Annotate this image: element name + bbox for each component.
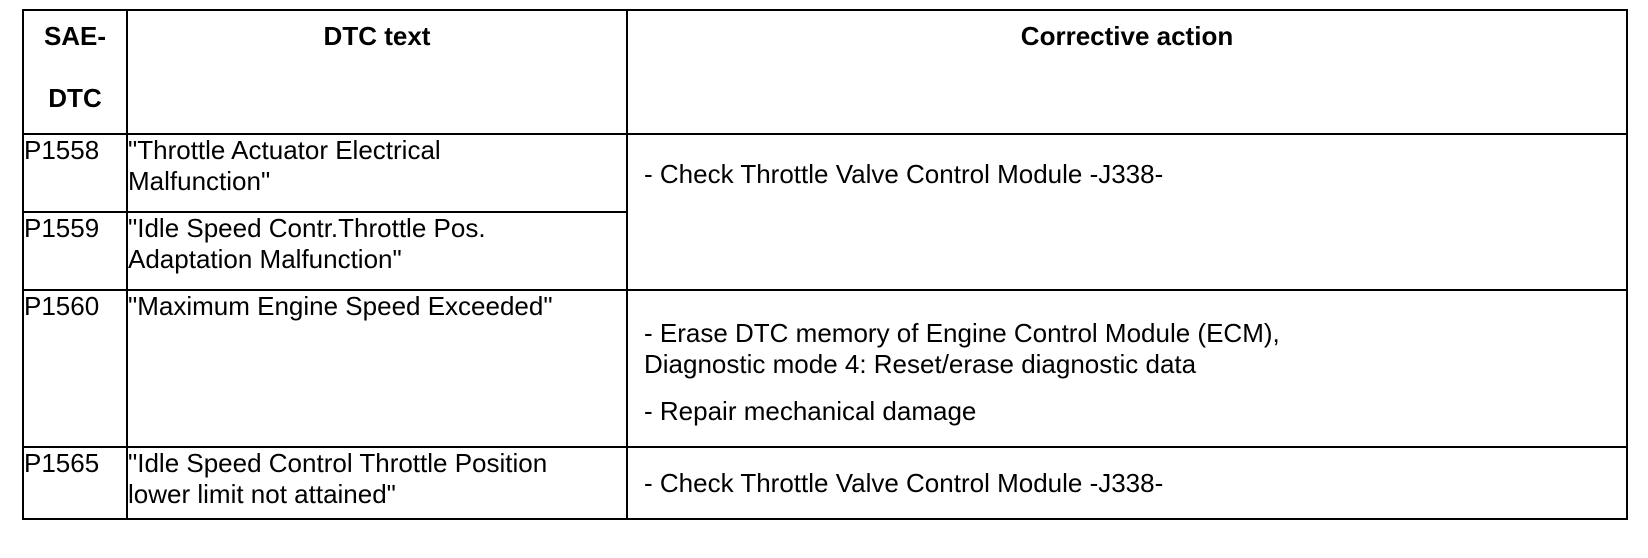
- header-sae-line2: DTC: [48, 83, 102, 113]
- dtc-text-line: "Idle Speed Control Throttle Position: [128, 448, 548, 478]
- corrective-action-cell: [627, 290, 1627, 447]
- header-corrective-action: Corrective action: [627, 10, 1627, 134]
- table-row: [23, 134, 1627, 212]
- dtc-table: [22, 9, 1628, 520]
- dtc-code: P1565: [23, 447, 127, 519]
- header-dtc-text: DTC text: [127, 10, 627, 134]
- dtc-code: P1560: [23, 290, 127, 447]
- corrective-action-line: - Repair mechanical damage: [644, 396, 977, 426]
- dtc-text-cell: [127, 134, 627, 212]
- header-sae-line1: SAE-: [43, 21, 107, 51]
- dtc-text-cell: [127, 290, 627, 447]
- dtc-text-line: "Throttle Actuator Electrical: [128, 135, 441, 165]
- dtc-text-cell: [127, 212, 627, 290]
- corrective-action-line: Diagnostic mode 4: Reset/erase diagnostic data: [644, 349, 1197, 379]
- header-sae-dtc: [23, 10, 127, 134]
- corrective-action-cell: [627, 447, 1627, 519]
- corrective-action-line: - Check Throttle Valve Control Module -J338-: [644, 159, 1164, 189]
- dtc-text-cell: [127, 447, 627, 519]
- dtc-text-line: "Maximum Engine Speed Exceeded": [128, 291, 553, 321]
- dtc-text-line: Adaptation Malfunction": [128, 244, 402, 274]
- corrective-action-line: - Check Throttle Valve Control Module -J338-: [644, 467, 1164, 498]
- table-row: [23, 447, 1627, 519]
- corrective-action-line: - Erase DTC memory of Engine Control Module (ECM),: [644, 318, 1280, 348]
- corrective-action-cell: [627, 134, 1627, 290]
- table-row: [23, 290, 1627, 447]
- dtc-text-line: lower limit not attained": [128, 479, 396, 509]
- dtc-code: P1558: [23, 134, 127, 212]
- dtc-text-line: Malfunction": [128, 166, 271, 196]
- dtc-text-line: "Idle Speed Contr.Throttle Pos.: [128, 213, 486, 243]
- dtc-code: P1559: [23, 212, 127, 290]
- header-row: [23, 10, 1627, 134]
